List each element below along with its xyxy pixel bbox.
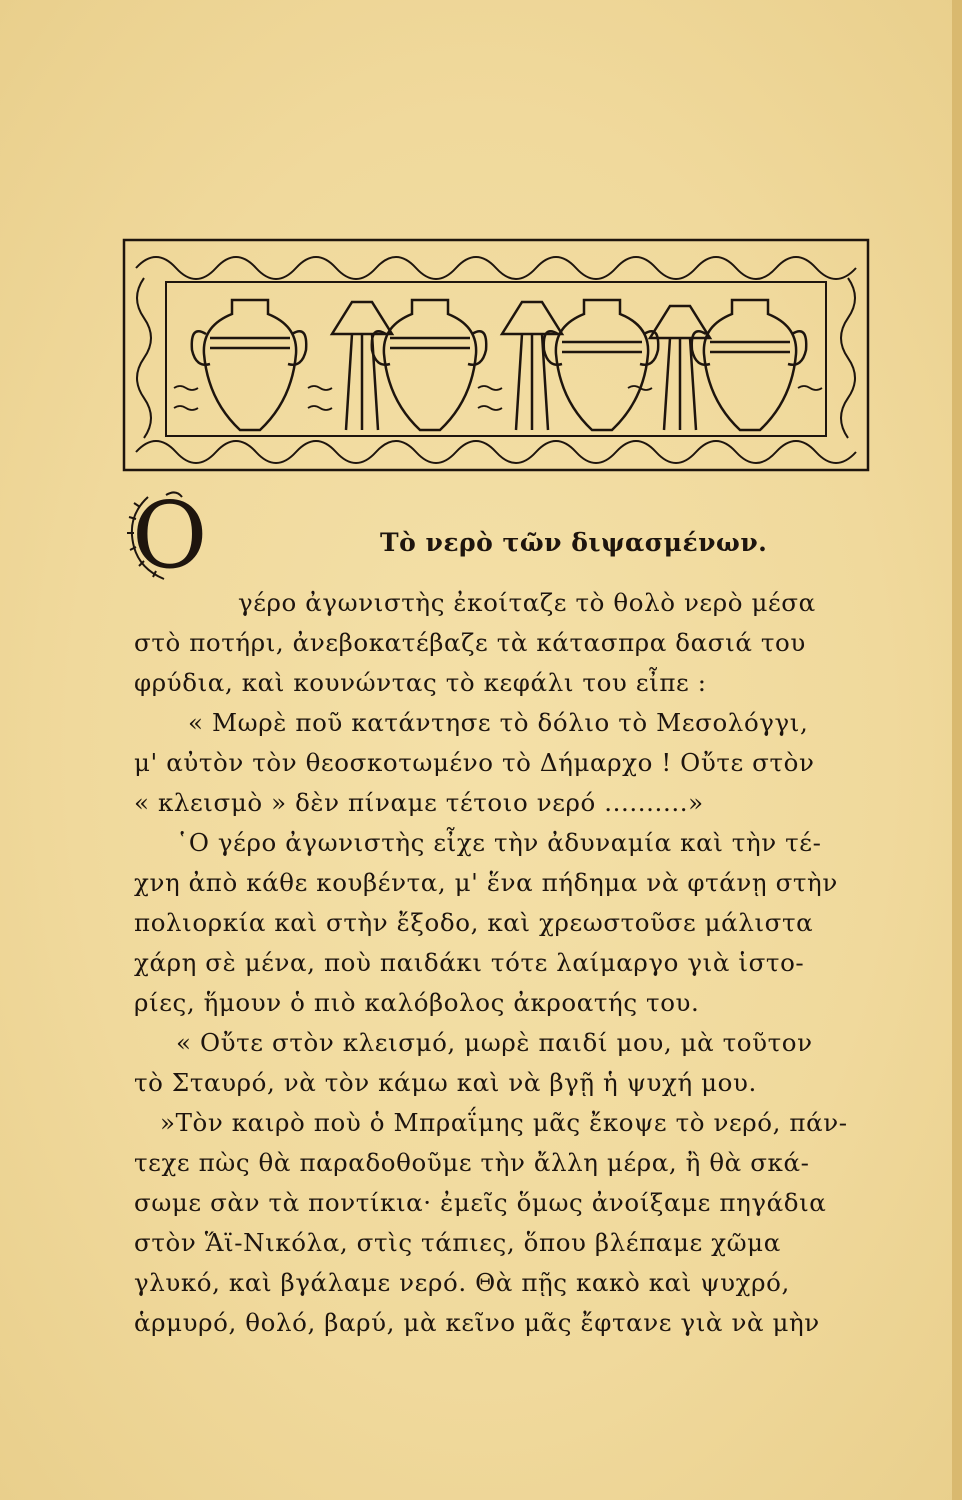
text-line: στὸ ποτήρι, ἀνεβοκατέβαζε τὰ κάτασπρα δασιά του (134, 628, 806, 657)
text-line: « Οὔτε στὸν κλεισμό, μωρὲ παιδί μου, μὰ τοῦτον (176, 1028, 813, 1057)
text-line: τὸ Σταυρό, νὰ τὸν κάμω καὶ νὰ βγῇ ἡ ψυχή μου. (134, 1068, 757, 1097)
text-line: γέρο ἀγωνιστὴς ἐκοίταζε τὸ θολὸ νερὸ μέσα (238, 588, 816, 617)
text-line: « κλεισμὸ » δὲν πίναμε τέτοιο νερό ..........» (134, 788, 704, 817)
text-line: »Τὸν καιρὸ ποὺ ὁ Μπραΐμης μᾶς ἔκοψε τὸ νερό, πάν- (160, 1108, 848, 1137)
text-line: χάρη σὲ μένα, ποὺ παιδάκι τότε λαίμαργο γιὰ ἱστο- (134, 948, 805, 977)
text-line: ρίες, ἥμουν ὁ πιὸ καλόβολος ἀκροατής του. (134, 988, 700, 1017)
text-line: στὸν Ἅϊ-Νικόλα, στὶς τάπιες, ὅπου βλέπαμε χῶμα (134, 1228, 781, 1257)
amphora-frieze-ornament (122, 238, 870, 474)
text-line: πολιορκία καὶ στὴν ἔξοδο, καὶ χρεωστοῦσε μάλιστα (134, 908, 814, 937)
chapter-title: Τὸ νερὸ τῶν διψασμένων. (380, 528, 768, 557)
text-line: φρύδια, καὶ κουνώντας τὸ κεφάλι του εἶπε : (134, 668, 707, 697)
page-edge (952, 0, 962, 1500)
text-line: ῾Ο γέρο ἀγωνιστὴς εἶχε τὴν ἀδυναμία καὶ τὴν τέ- (176, 828, 822, 857)
text-line: χνη ἀπὸ κάθε κουβέντα, μ' ἕνα πήδημα νὰ φτάνῃ στὴν (134, 868, 838, 897)
text-line: « Μωρὲ ποῦ κατάντησε τὸ δόλιο τὸ Μεσολόγγι, (188, 708, 809, 737)
text-line: μ' αὐτὸν τὸν θεοσκοτωμένο τὸ Δήμαρχο ! Οὔτε στὸν (134, 748, 815, 777)
text-line: γλυκό, καὶ βγάλαμε νερό. Θὰ πῇς κακὸ καὶ ψυχρό, (134, 1268, 790, 1297)
text-line: σωμε σὰν τὰ ποντίκια· ἐμεῖς ὅμως ἀνοίξαμε πηγάδια (134, 1188, 827, 1217)
drop-cap-initial: Ο (132, 482, 208, 589)
text-line: τεχε πὼς θὰ παραδοθοῦμε τὴν ἄλλη μέρα, ἢ θὰ σκά- (134, 1148, 810, 1177)
text-line: ἁρμυρό, θολό, βαρύ, μὰ κεῖνο μᾶς ἔφτανε γιὰ νὰ μὴν (134, 1308, 820, 1337)
